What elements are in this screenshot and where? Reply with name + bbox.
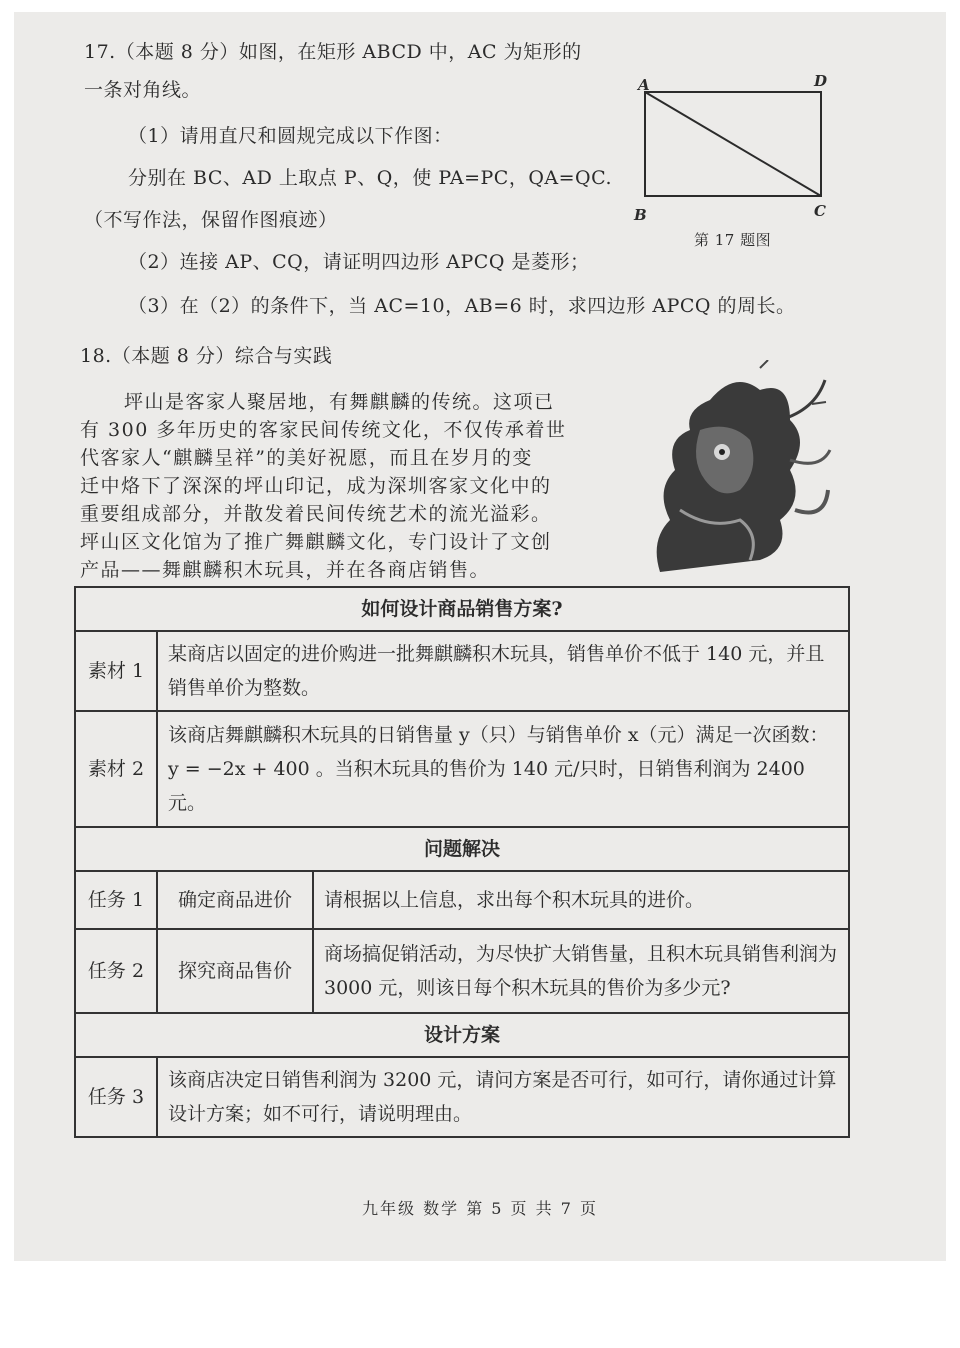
qilin-dance-illustration bbox=[640, 360, 832, 574]
q17-line1: 17.（本题 8 分）如图，在矩形 ABCD 中，AC 为矩形的 bbox=[84, 41, 582, 63]
vertex-label-d: D bbox=[814, 72, 828, 90]
diagonal-ac bbox=[645, 92, 821, 196]
task-2-name: 探究商品售价 bbox=[157, 929, 313, 1013]
q18-intro-line: 坪山区文化馆为了推广舞麒麟文化，专门设计了文创 bbox=[80, 531, 552, 553]
q17-part3: （3）在（2）的条件下，当 AC=10，AB=6 时，求四边形 APCQ 的周长。 bbox=[128, 295, 796, 317]
q18-intro-line: 重要组成部分，并散发着民间传统艺术的流光溢彩。 bbox=[80, 503, 552, 525]
vertex-label-b: B bbox=[634, 206, 647, 224]
table-title: 如何设计商品销售方案? bbox=[75, 587, 849, 631]
material-2-text: 该商店舞麒麟积木玩具的日销售量 y（只）与销售单价 x（元）满足一次函数：y = −2x + 400 。当积木玩具的售价为 140 元/只时，日销售利润为 2400 元。 bbox=[157, 711, 849, 827]
vertex-label-a: A bbox=[638, 76, 650, 94]
q18-intro-line: 迁中烙下了深深的坪山印记，成为深圳客家文化中的 bbox=[80, 475, 552, 497]
q17-line2: 一条对角线。 bbox=[84, 79, 202, 101]
rectangle-figure bbox=[630, 70, 840, 210]
task-1-name: 确定商品进价 bbox=[157, 871, 313, 929]
task-1-label: 任务 1 bbox=[75, 871, 157, 929]
material-1-text: 某商店以固定的进价购进一批舞麒麟积木玩具，销售单价不低于 140 元，并且销售单价为整数。 bbox=[157, 631, 849, 711]
section-design-plan: 设计方案 bbox=[75, 1013, 849, 1057]
q18-intro-line: 代客家人“麒麟呈祥”的美好祝愿，而且在岁月的变 bbox=[80, 447, 533, 469]
task-3-label: 任务 3 bbox=[75, 1057, 157, 1137]
vertex-label-c: C bbox=[814, 202, 826, 220]
figure-caption: 第 17 题图 bbox=[694, 231, 772, 249]
task-2-label: 任务 2 bbox=[75, 929, 157, 1013]
page-footer: 九年级 数学 第 5 页 共 7 页 bbox=[362, 1199, 598, 1218]
q17-part1: （1）请用直尺和圆规完成以下作图： bbox=[128, 125, 453, 147]
q17-part1-detail: 分别在 BC、AD 上取点 P、Q，使 PA=PC，QA=QC. bbox=[128, 167, 613, 189]
task-2-text: 商场搞促销活动，为尽快扩大销售量，且积木玩具销售利润为 3000 元，则该日每个积木玩具的售价为多少元? bbox=[313, 929, 849, 1013]
section-problem-solving: 问题解决 bbox=[75, 827, 849, 871]
q18-intro-line: 有 300 多年历史的客家民间传统文化，不仅传承着世 bbox=[80, 419, 567, 441]
material-2-label: 素材 2 bbox=[75, 711, 157, 827]
q17-part2: （2）连接 AP、CQ，请证明四边形 APCQ 是菱形； bbox=[128, 251, 590, 273]
q18-intro-line: 坪山是客家人聚居地，有舞麒麟的传统。这项已 bbox=[124, 391, 555, 413]
task-1-text: 请根据以上信息，求出每个积木玩具的进价。 bbox=[313, 871, 849, 929]
q18-header: 18.（本题 8 分）综合与实践 bbox=[80, 345, 333, 367]
q18-intro-line: 产品——舞麒麟积木玩具，并在各商店销售。 bbox=[80, 559, 491, 581]
q17-part1-note: （不写作法，保留作图痕迹） bbox=[84, 209, 338, 231]
task-3-text: 该商店决定日销售利润为 3200 元，请问方案是否可行，如可行，请你通过计算设计方案；如不可行，请说明理由。 bbox=[157, 1057, 849, 1137]
sales-plan-table bbox=[74, 586, 850, 1138]
material-1-label: 素材 1 bbox=[75, 631, 157, 711]
